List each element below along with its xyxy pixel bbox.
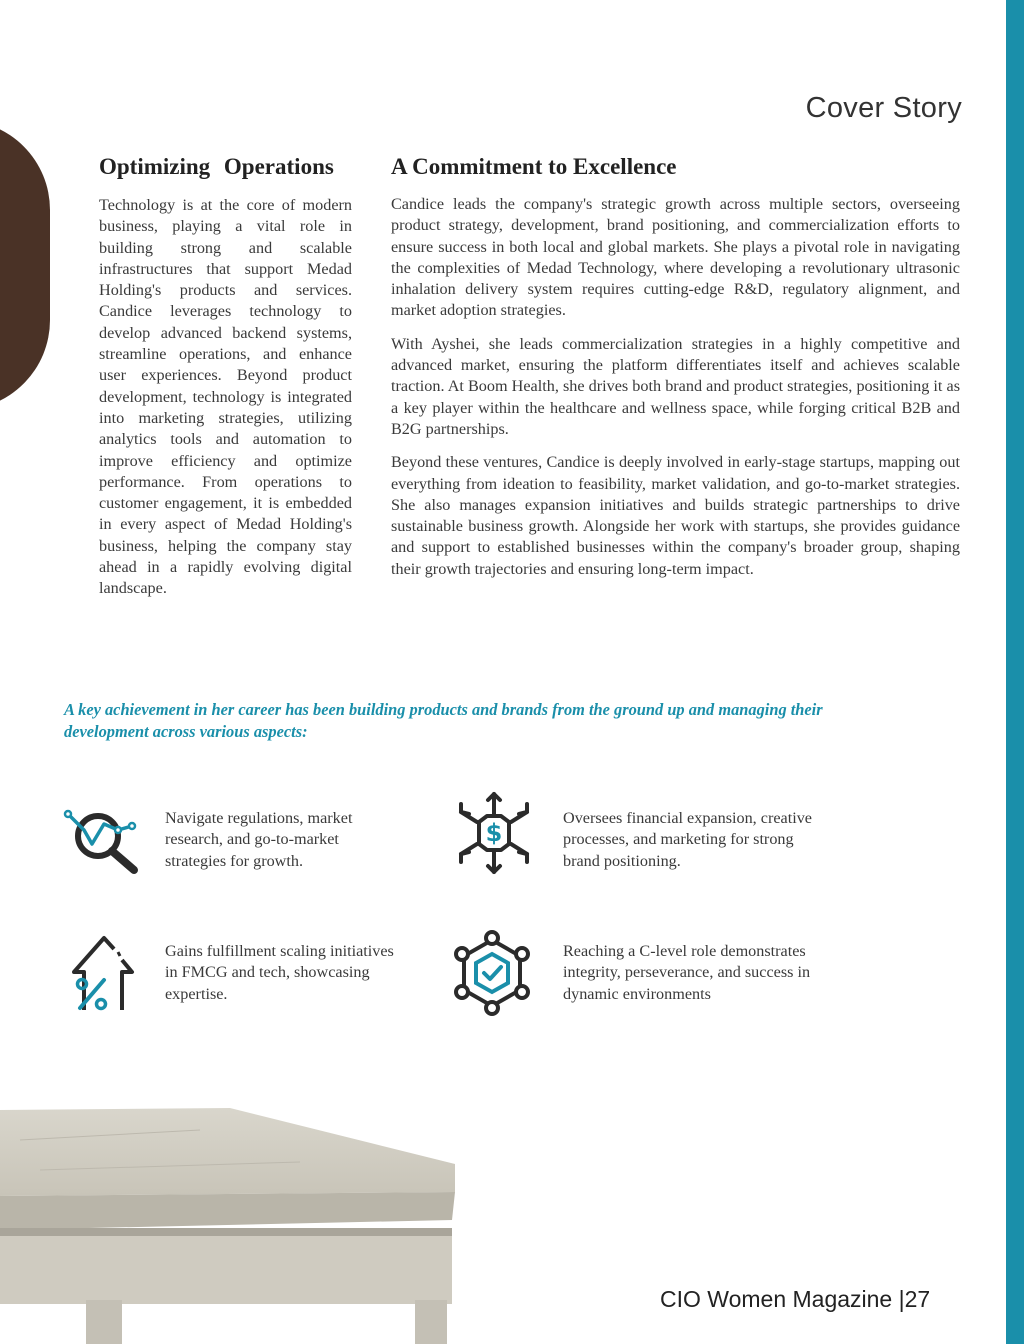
feature-text: Oversees financial expansion, creative processes, and marketing for strong brand positioning. — [563, 809, 812, 870]
right-column — [391, 154, 960, 580]
magazine-page-footer: CIO Women Magazine |27 — [660, 1286, 931, 1312]
dollar-arrows-icon — [455, 790, 533, 876]
left-heading: Optimizing Operations — [99, 154, 334, 179]
portrait-photo-fragment — [0, 120, 50, 410]
left-body: Technology is at the core of modern business, playing a vital role in building strong and scalable infrastructures that support Medad Holding's products and services. Candice leverages technology to develop advanced backend systems, streamline operations, and enhance user experiences. Beyond product development, technology is integrated into marketing strategies, utilizing analytics tools and automation to improve efficiency and optimize performance. From operations to customer engagement, it is embedded in every aspect of Medad Holding's business, helping the company stay ahead in a rapidly evolving digital landscape. — [99, 196, 352, 598]
right-paragraph: With Ayshei, she leads commercialization strategies in a highly competitive and advanced market, ensuring the platform differentiates itself and achieves scalable traction. At Boom Health, she drives both brand and product strategies, positioning it as a key player within the healthcare and wellness space, while forging critical B2B and B2G partnerships. — [391, 334, 960, 438]
svg-text:$: $ — [485, 819, 503, 847]
key-achievement-callout: A key achievement in her career has been building products and brands from the ground up and managing their development across various aspects: — [64, 700, 823, 741]
percent-arrow-up-icon — [70, 932, 136, 1014]
edge-accent-stripe — [1006, 0, 1024, 1344]
right-paragraph: Candice leads the company's strategic growth across multiple sectors, overseeing product strategy, development, brand positioning, and commercialization efforts to ensure success in both local and global markets. She plays a pivotal role in navigating the complexities of Medad Technology, where developing a revolutionary ultrasonic inhalation delivery system requires cutting-edge R&D, regulatory alignment, and market adoption strategies. — [391, 195, 960, 320]
right-heading: A Commitment to Excellence — [391, 154, 677, 179]
feature-text: Gains fulfillment scaling initiatives in FMCG and tech, showcasing expertise. — [165, 942, 394, 1003]
magnifier-chart-icon — [62, 806, 142, 876]
table-photo-fragment — [0, 1100, 470, 1344]
hexagon-check-network-icon — [452, 930, 532, 1016]
right-paragraph: Beyond these ventures, Candice is deeply involved in early-stage startups, mapping out everything from ideation to feasibility, market validation, and go-to-market strategies. She also manages expansion initiatives and builds strategic partnerships to drive sustainable business growth. Alongside her work with startups, she provides guidance and support to established businesses within the company's broader group, shaping their growth trajectories and ensuring long-term impact. — [391, 453, 960, 578]
feature-text: Navigate regulations, market research, and go-to-market strategies for growth. — [165, 809, 353, 870]
section-label: Cover Story — [805, 92, 962, 124]
feature-text: Reaching a C-level role demonstrates integrity, perseverance, and success in dynamic environments — [563, 942, 811, 1003]
left-column — [99, 154, 352, 600]
